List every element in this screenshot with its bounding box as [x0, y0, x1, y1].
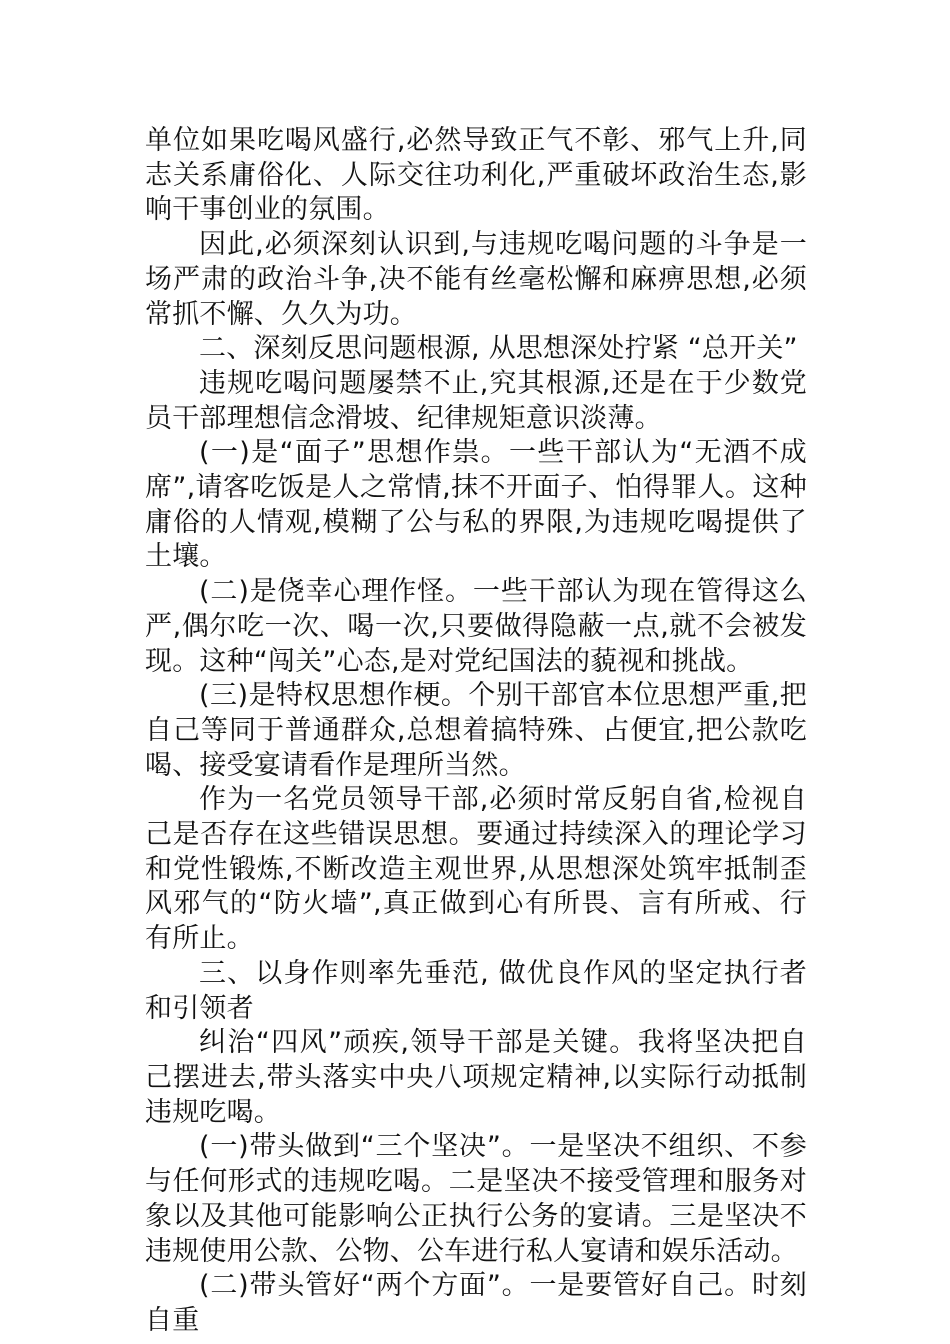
paragraph: 因此,必须深刻认识到,与违规吃喝问题的斗争是一场严肃的政治斗争,决不能有丝毫松懈和麻痹思想,必须常抓不懈、久久为功。: [145, 229, 807, 330]
paragraph: (二)是侥幸心理作怪。一些干部认为现在管得这么严,偶尔吃一次、喝一次,只要做得隐蔽一点,就不会被发现。这种“闯关”心态,是对党纪国法的藐视和挑战。: [145, 576, 807, 677]
paragraph: 单位如果吃喝风盛行,必然导致正气不彰、邪气上升,同志关系庸俗化、人际交往功利化,严重破坏政治生态,影响干事创业的氛围。: [145, 125, 807, 226]
paragraph: (一)带头做到“三个坚决”。一是坚决不组织、不参与任何形式的违规吃喝。二是坚决不接受管理和服务对象以及其他可能影响公正执行公务的宴请。三是坚决不违规使用公款、公物、公车进行私人宴请和娱乐活动。: [145, 1131, 807, 1267]
section-heading: 二、深刻反思问题根源, 从思想深处拧紧 “总开关”: [199, 333, 798, 365]
paragraph: (三)是特权思想作梗。个别干部官本位思想严重,把自己等同于普通群众,总想着搞特殊、占便宜,把公款吃喝、接受宴请看作是理所当然。: [145, 680, 807, 781]
paragraph: 作为一名党员领导干部,必须时常反躬自省,检视自己是否存在这些错误思想。要通过持续深入的理论学习和党性锻炼,不断改造主观世界,从思想深处筑牢抵制歪风邪气的“防火墙”,真正做到心有所畏、言有所戒、行有所止。: [145, 784, 807, 955]
paragraph: 违规吃喝问题屡禁不止,究其根源,还是在于少数党员干部理想信念滑坡、纪律规矩意识淡薄。: [145, 367, 807, 434]
paragraph: 纠治“四风”顽疾,领导干部是关键。我将坚决把自己摆进去,带头落实中央八项规定精神,以实际行动抵制违规吃喝。: [145, 1027, 807, 1128]
paragraph: (二)带头管好“两个方面”。一是要管好自己。时刻自重: [145, 1270, 807, 1336]
section-heading: 三、以身作则率先垂范, 做优良作风的坚定执行者和引领者: [145, 957, 807, 1024]
document-body: [145, 124, 807, 1339]
paragraph: (一)是“面子”思想作祟。一些干部认为“无酒不成席”,请客吃饭是人之常情,抹不开面子、怕得罪人。这种庸俗的人情观,模糊了公与私的界限,为违规吃喝提供了土壤。: [145, 437, 807, 573]
